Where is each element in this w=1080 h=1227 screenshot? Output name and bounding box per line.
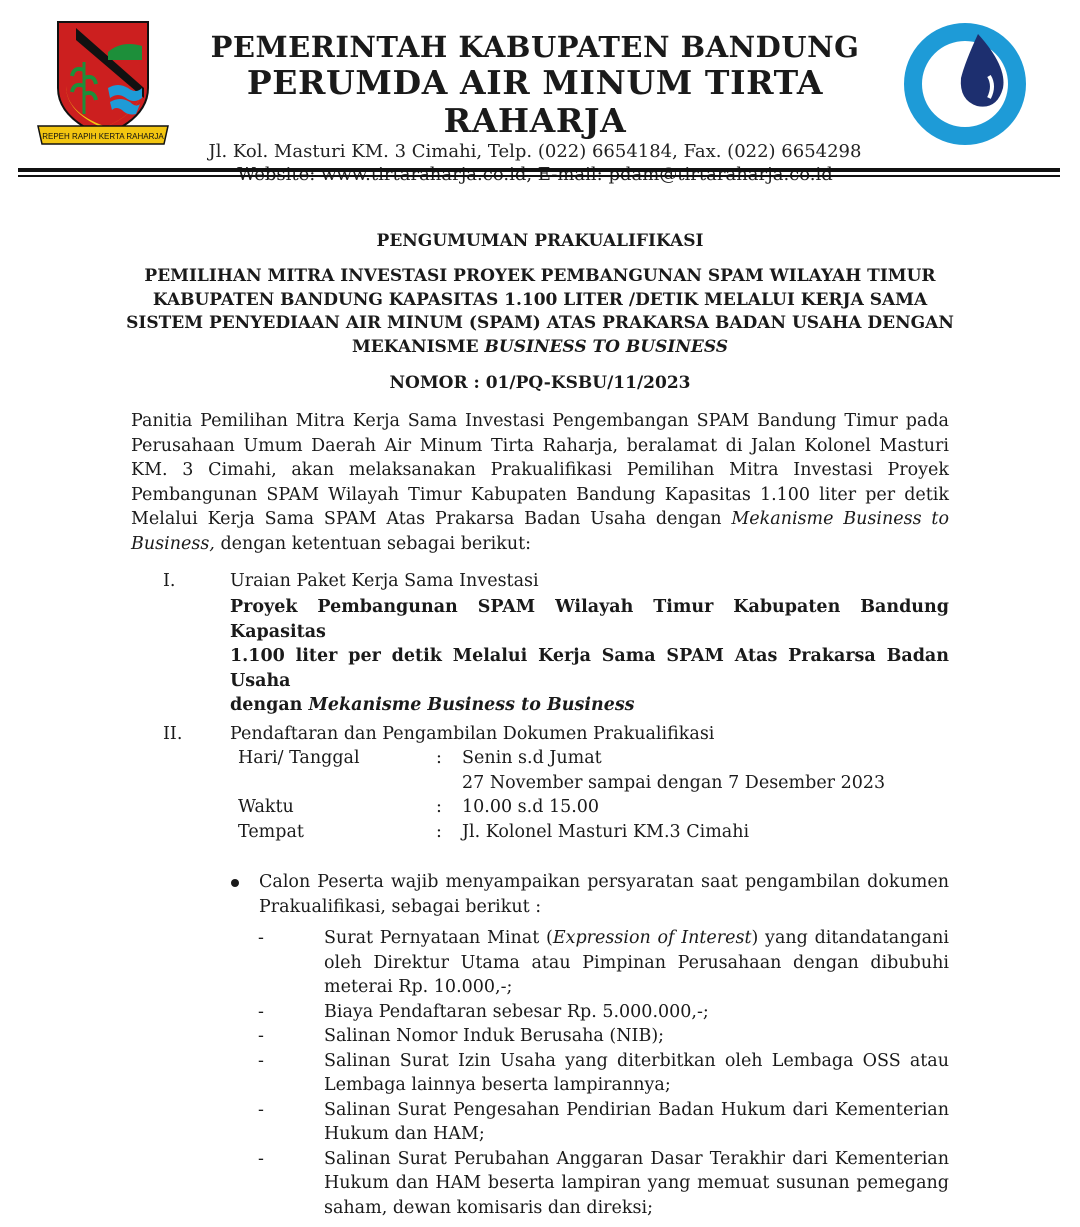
- subject-line-2: KABUPATEN BANDUNG KAPASITAS 1.100 LITER /DETIK MELALUI KERJA SAMA: [152, 289, 928, 310]
- crest-motto-text: REPEH RAPIH KERTA RAHARJA: [42, 132, 164, 141]
- requirement-4-line-1: Salinan Surat Izin Usaha yang diterbitkan oleh Lembaga OSS atau: [324, 1050, 949, 1071]
- subject-italic: BUSINESS TO BUSINESS: [484, 336, 729, 357]
- intro-italic-a: Mekanisme Business to: [731, 509, 949, 530]
- intro-line-5-text: Melalui Kerja Sama SPAM Atas Prakarsa Badan Usaha dengan: [131, 509, 722, 530]
- requirement-2-line-1: Biaya Pendaftaran sebesar Rp. 5.000.000,-;: [324, 1001, 709, 1022]
- water-drop-logo-icon: [903, 22, 1027, 146]
- schedule-value-time: 10.00 s.d 15.00: [462, 797, 600, 817]
- requirement-item: [258, 926, 958, 1000]
- requirement-1-line-2: oleh Direktur Utama atau Pimpinan Perusahaan dengan dibubuhi: [324, 952, 949, 973]
- requirements-list: [258, 926, 958, 1220]
- requirements-intro-line-2: Prakualifikasi, sebagai berikut :: [259, 896, 542, 917]
- requirement-1-part-b: ) yang ditandatangani: [751, 928, 949, 948]
- section-1-body-italic: Mekanisme Business to Business: [308, 695, 635, 716]
- requirement-3-line-1: Salinan Nomor Induk Berusaha (NIB);: [324, 1026, 665, 1046]
- schedule-colon-date: :: [436, 748, 442, 768]
- letterhead-rule-thin: [18, 175, 1060, 177]
- section-1-number: I.: [163, 571, 176, 591]
- schedule-value-daterange: 27 November sampai dengan 7 Desember 2023: [462, 773, 886, 793]
- letterhead-address: Jl. Kol. Masturi KM. 3 Cimahi, Telp. (022) 6654184, Fax. (022) 6654298: [208, 141, 862, 162]
- intro-line-4: Pembangunan SPAM Wilayah Timur Kabupaten Bandung Kapasitas 1.100 liter per detik: [131, 484, 949, 505]
- requirements-intro-line-1: Calon Peserta wajib menyampaikan persyaratan saat pengambilan dokumen: [259, 872, 949, 892]
- requirement-1-italic: Expression of Interest: [552, 928, 752, 948]
- subject-line-4: MEKANISME: [351, 336, 479, 357]
- requirement-1-part-a: Surat Pernyataan Minat (: [324, 928, 553, 948]
- list-dash: -: [258, 1050, 264, 1071]
- intro-line-3: KM. 3 Cimahi, akan melaksanakan Prakualifikasi Pemilihan Mitra Investasi Proyek: [131, 460, 949, 481]
- schedule-label-date: Hari/ Tanggal: [238, 748, 360, 768]
- requirement-4-line-2: Lembaga lainnya beserta lampirannya;: [324, 1075, 671, 1095]
- intro-tail: dengan ketentuan sebagai berikut:: [220, 533, 532, 554]
- intro-line-5: [131, 507, 949, 532]
- section-1-body-line-2: 1.100 liter per detik Melalui Kerja Sama SPAM Atas Prakarsa Badan Usaha: [230, 646, 949, 691]
- letterhead-text: [190, 30, 880, 186]
- section-1-body-line-1: Proyek Pembangunan SPAM Wilayah Timur Kabupaten Bandung Kapasitas: [230, 597, 949, 642]
- bullet-dot-icon: [231, 879, 239, 887]
- schedule-value-place: Jl. Kolonel Masturi KM.3 Cimahi: [462, 822, 750, 842]
- letterhead: [0, 0, 1080, 185]
- requirement-item: [258, 1147, 958, 1221]
- subject-line-3: SISTEM PENYEDIAAN AIR MINUM (SPAM) ATAS PRAKARSA BADAN USAHA DENGAN: [126, 313, 954, 333]
- list-dash: -: [258, 1026, 264, 1046]
- requirement-5-line-2: Hukum dan HAM;: [324, 1124, 485, 1144]
- requirement-item: [258, 1098, 958, 1147]
- subject-line-1: PEMILIHAN MITRA INVESTASI PROYEK PEMBANGUNAN SPAM WILAYAH TIMUR: [144, 266, 936, 286]
- intro-line-2: Perusahaan Umum Daerah Air Minum Tirta Raharja, beralamat di Jalan Kolonel Masturi: [131, 435, 949, 456]
- list-dash: -: [258, 1001, 264, 1022]
- section-1-body-plain: dengan: [230, 695, 303, 716]
- kabupaten-bandung-crest-icon: [36, 18, 170, 148]
- requirement-item: [258, 1000, 958, 1025]
- document-number: NOMOR : 01/PQ-KSBU/11/2023: [389, 373, 691, 393]
- letterhead-company: PERUMDA AIR MINUM TIRTA RAHARJA: [246, 63, 824, 140]
- list-dash: -: [258, 928, 264, 948]
- intro-paragraph: [131, 409, 949, 557]
- requirement-1-line-3: meterai Rp. 10.000,-;: [324, 977, 513, 997]
- section-1-title: Uraian Paket Kerja Sama Investasi: [230, 571, 539, 591]
- schedule-colon-place: :: [436, 822, 442, 842]
- requirement-6-line-1: Salinan Surat Perubahan Anggaran Dasar Terakhir dari Kementerian: [324, 1148, 949, 1169]
- schedule-value-days: Senin s.d Jumat: [462, 748, 602, 768]
- requirement-1-line-1: [324, 926, 949, 951]
- letterhead-rule-thick: [18, 168, 1060, 172]
- letterhead-government: PEMERINTAH KABUPATEN BANDUNG: [210, 30, 860, 64]
- intro-line-6: [131, 532, 949, 557]
- schedule-label-place: Tempat: [238, 822, 304, 842]
- document-heading: PENGUMUMAN PRAKUALIFIKASI: [376, 231, 704, 251]
- intro-line-1: Panitia Pemilihan Mitra Kerja Sama Investasi Pengembangan SPAM Bandung Timur pada: [131, 411, 949, 431]
- section-1-body: [230, 595, 949, 718]
- requirement-item: [258, 1049, 958, 1098]
- schedule-label-time: Waktu: [238, 797, 294, 817]
- requirement-item: [258, 1024, 958, 1049]
- requirement-5-line-1: Salinan Surat Pengesahan Pendirian Badan Hukum dari Kementerian: [324, 1099, 949, 1120]
- requirements-intro: [259, 870, 949, 919]
- section-2-number: II.: [163, 724, 183, 744]
- list-dash: -: [258, 1148, 264, 1169]
- requirement-6-line-2: Hukum dan HAM beserta lampiran yang memuat susunan pemegang: [324, 1173, 949, 1193]
- schedule-colon-time: :: [436, 797, 442, 817]
- requirement-6-line-3: saham, dewan komisaris dan direksi;: [324, 1197, 653, 1218]
- intro-italic-b: Business,: [131, 533, 215, 554]
- section-2-title: Pendaftaran dan Pengambilan Dokumen Prakualifikasi: [230, 724, 715, 744]
- list-dash: -: [258, 1099, 264, 1120]
- document-subject: [100, 265, 980, 359]
- section-1-body-line-3: [230, 693, 949, 718]
